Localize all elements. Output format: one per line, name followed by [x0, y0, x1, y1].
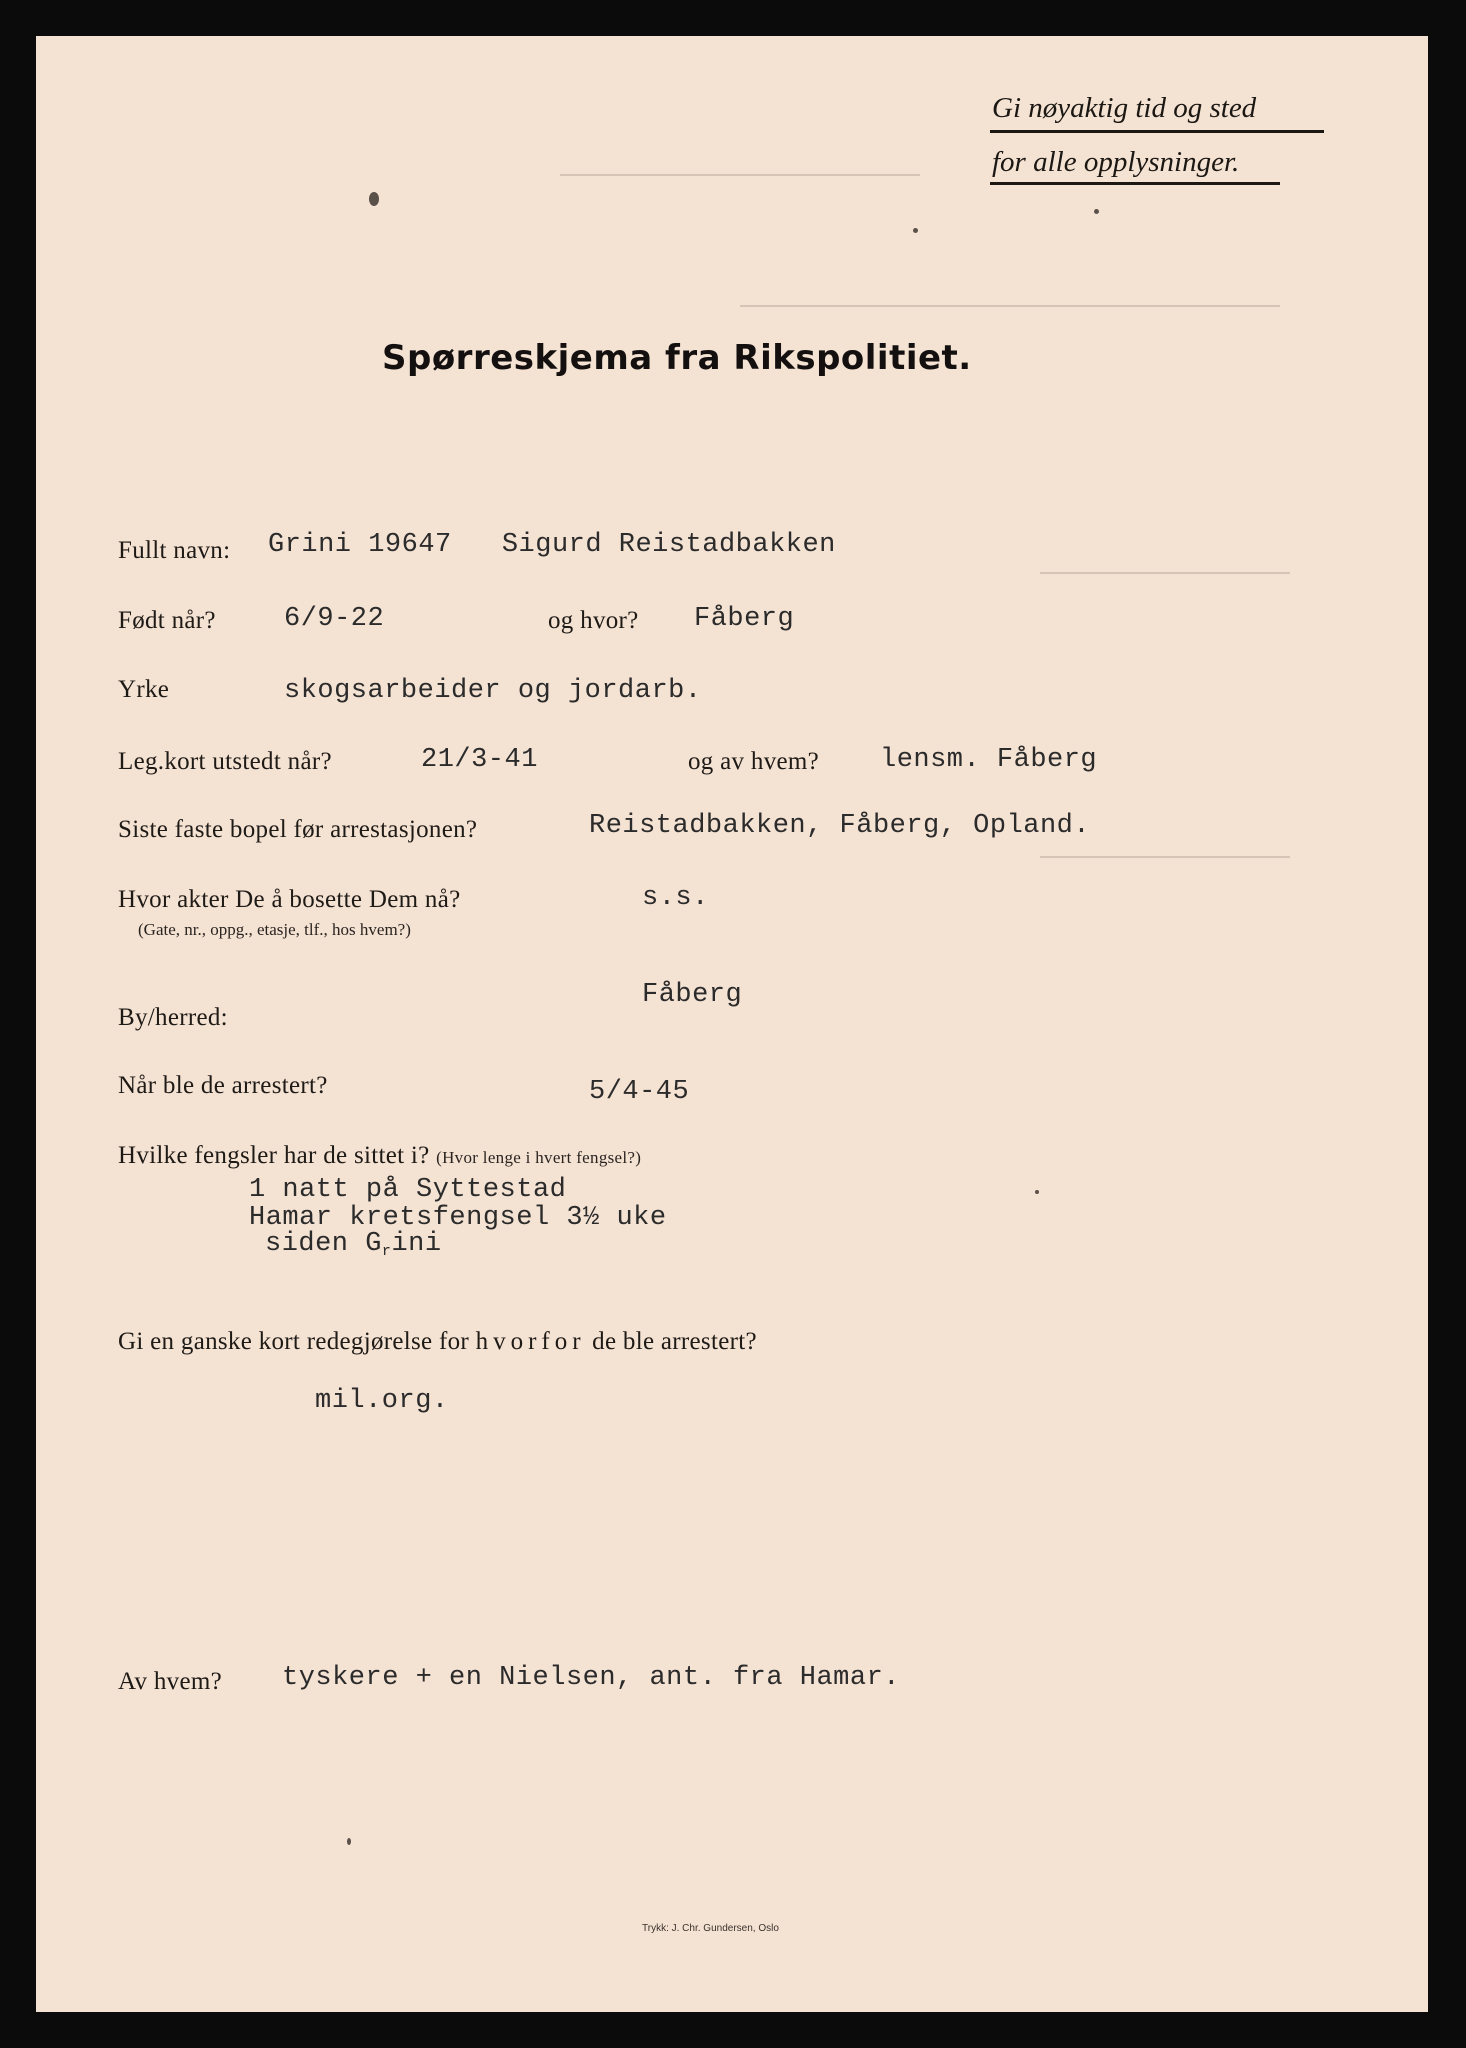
settle-label: Hvor akter De å bosette Dem nå?	[118, 886, 461, 913]
id-card-by-value: lensm. Fåberg	[880, 745, 1098, 775]
last-residence-label: Siste faste bopel før arrestasjonen?	[118, 816, 478, 843]
reason-label	[118, 1328, 757, 1356]
printer-imprint: Trykk: J. Chr. Gundersen, Oslo	[642, 1923, 779, 1934]
instruction-line-2: for alle opplysninger.	[992, 146, 1240, 178]
reason-value: mil.org.	[315, 1386, 449, 1416]
id-card-when-value: 21/3-41	[421, 745, 538, 775]
instruction-line-1: Gi nøyaktig tid og sted	[992, 92, 1257, 124]
form-title: Spørreskjema fra Rikspolitiet.	[382, 338, 972, 378]
id-card-when-label: Leg.kort utstedt når?	[118, 748, 332, 775]
bleed-through-mark	[740, 305, 1280, 307]
born-where-value: Fåberg	[694, 604, 795, 634]
form-paper	[36, 36, 1428, 2012]
last-residence-value: Reistadbakken, Fåberg, Opland.	[589, 811, 1091, 841]
reason-label-part1: Gi en ganske kort redegjørelse for	[118, 1328, 470, 1355]
prisons-line-1: 1 natt på Syttestad	[249, 1175, 567, 1205]
bleed-through-mark	[1040, 856, 1290, 858]
bleed-through-mark	[1040, 572, 1290, 574]
id-card-by-label: og av hvem?	[688, 748, 820, 775]
town-value: Fåberg	[642, 980, 743, 1010]
ink-speck	[1094, 209, 1099, 214]
reason-label-emph: hvorfor	[475, 1328, 586, 1355]
occupation-value: skogsarbeider og jordarb.	[284, 676, 702, 706]
born-when-label: Født når?	[118, 607, 216, 634]
ink-speck	[1035, 1190, 1039, 1194]
by-whom-label: Av hvem?	[118, 1668, 222, 1695]
prisons-line-3-sub: r	[381, 1243, 392, 1260]
ink-speck	[347, 1838, 351, 1845]
prisons-line-3	[265, 1229, 442, 1259]
born-where-label: og hvor?	[548, 607, 639, 634]
bleed-through-mark	[560, 174, 920, 176]
ink-speck	[913, 228, 918, 233]
ink-speck	[369, 192, 379, 206]
born-when-value: 6/9-22	[284, 604, 385, 634]
arrested-when-value: 5/4-45	[589, 1077, 690, 1107]
occupation-label: Yrke	[118, 676, 170, 703]
prisons-question: Hvilke fengsler har de sittet i?	[118, 1142, 430, 1169]
town-label: By/herred:	[118, 1004, 228, 1031]
prisons-hint: (Hvor lenge i hvert fengsel?)	[436, 1148, 642, 1167]
instruction-rule-1	[990, 130, 1324, 133]
settle-hint: (Gate, nr., oppg., etasje, tlf., hos hvem?)	[138, 920, 411, 939]
full-name-value: Grini 19647 Sigurd Reistadbakken	[268, 530, 836, 560]
settle-value: s.s.	[642, 883, 709, 913]
reason-label-part2: de ble arrestert?	[592, 1328, 757, 1355]
prisons-label	[118, 1142, 641, 1170]
arrested-when-label: Når ble de arrestert?	[118, 1072, 328, 1099]
prisons-line-3-suffix: ini	[391, 1229, 442, 1259]
prisons-line-2: Hamar kretsfengsel 3½ uke	[249, 1203, 667, 1233]
instruction-rule-2	[990, 182, 1280, 185]
full-name-label: Fullt navn:	[118, 537, 231, 564]
by-whom-value: tyskere + en Nielsen, ant. fra Hamar.	[282, 1663, 900, 1693]
prisons-line-3-prefix: siden G	[265, 1229, 382, 1259]
